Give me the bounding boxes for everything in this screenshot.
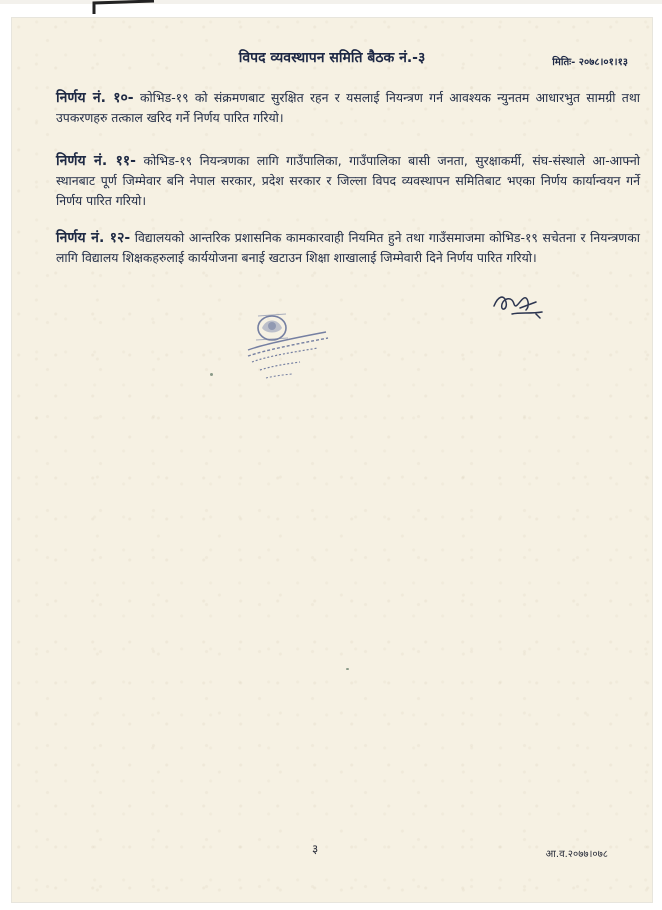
document-page [12, 18, 652, 902]
decision-10 [56, 88, 640, 128]
fiscal-year: आ.व.२०७७।०७८ [545, 849, 608, 860]
page-title: विपद व्यवस्थापन समिति बैठक नं.-३ [238, 50, 426, 66]
decision-text: कोभिड-१९ को संक्रमणबाट सुरक्षित रहन र यसलाई नियन्त्रण गर्न आवश्यक न्युनतम आधारभुत सामग्री तथा उपकरणहरु तत्काल खरिद गर्ने निर्णय पारित गरियो। [56, 90, 640, 125]
decision-11 [56, 151, 640, 211]
paper-speck [210, 373, 213, 376]
decision-label: निर्णय नं. १०- [56, 90, 134, 106]
page-number: ३ [312, 842, 319, 856]
meeting-date: मितिः- २०७८।०१।१३ [552, 57, 628, 68]
official-seal-icon [234, 298, 334, 393]
decision-label: निर्णय नं. ११- [56, 153, 136, 169]
decision-12 [56, 228, 640, 268]
scan-corner-mark [92, 0, 156, 14]
signature-icon [490, 288, 546, 320]
decision-label: निर्णय नं. १२- [56, 230, 131, 246]
paper-speck [346, 668, 349, 670]
decision-text: विद्यालयको आन्तरिक प्रशासनिक कामकारवाही नियमित हुने तथा गाउँसमाजमा कोभिड-१९ सचेतना र नियन्त्रणका लागि विद्यालय शिक्षकहरुलाई कार्ययोजना बनाई खटाउन शिक्षा शाखालाई जिम्मेवारी दिने निर्णय पारित गरियो। [56, 230, 640, 265]
decision-text: कोभिड-१९ नियन्त्रणका लागि गाउँपालिका, गाउँपालिका बासी जनता, सुरक्षाकर्मी, संघ-संस्थाले आ-आफ्नो स्थानबाट पूर्ण जिम्मेवार बनि नेपाल सरकार, प्रदेश सरकार र जिल्ला विपद व्यवस्थापन समितिबाट भएका निर्णय कार्यान्वयन गर्ने निर्णय पारित गरियो। [56, 153, 640, 208]
